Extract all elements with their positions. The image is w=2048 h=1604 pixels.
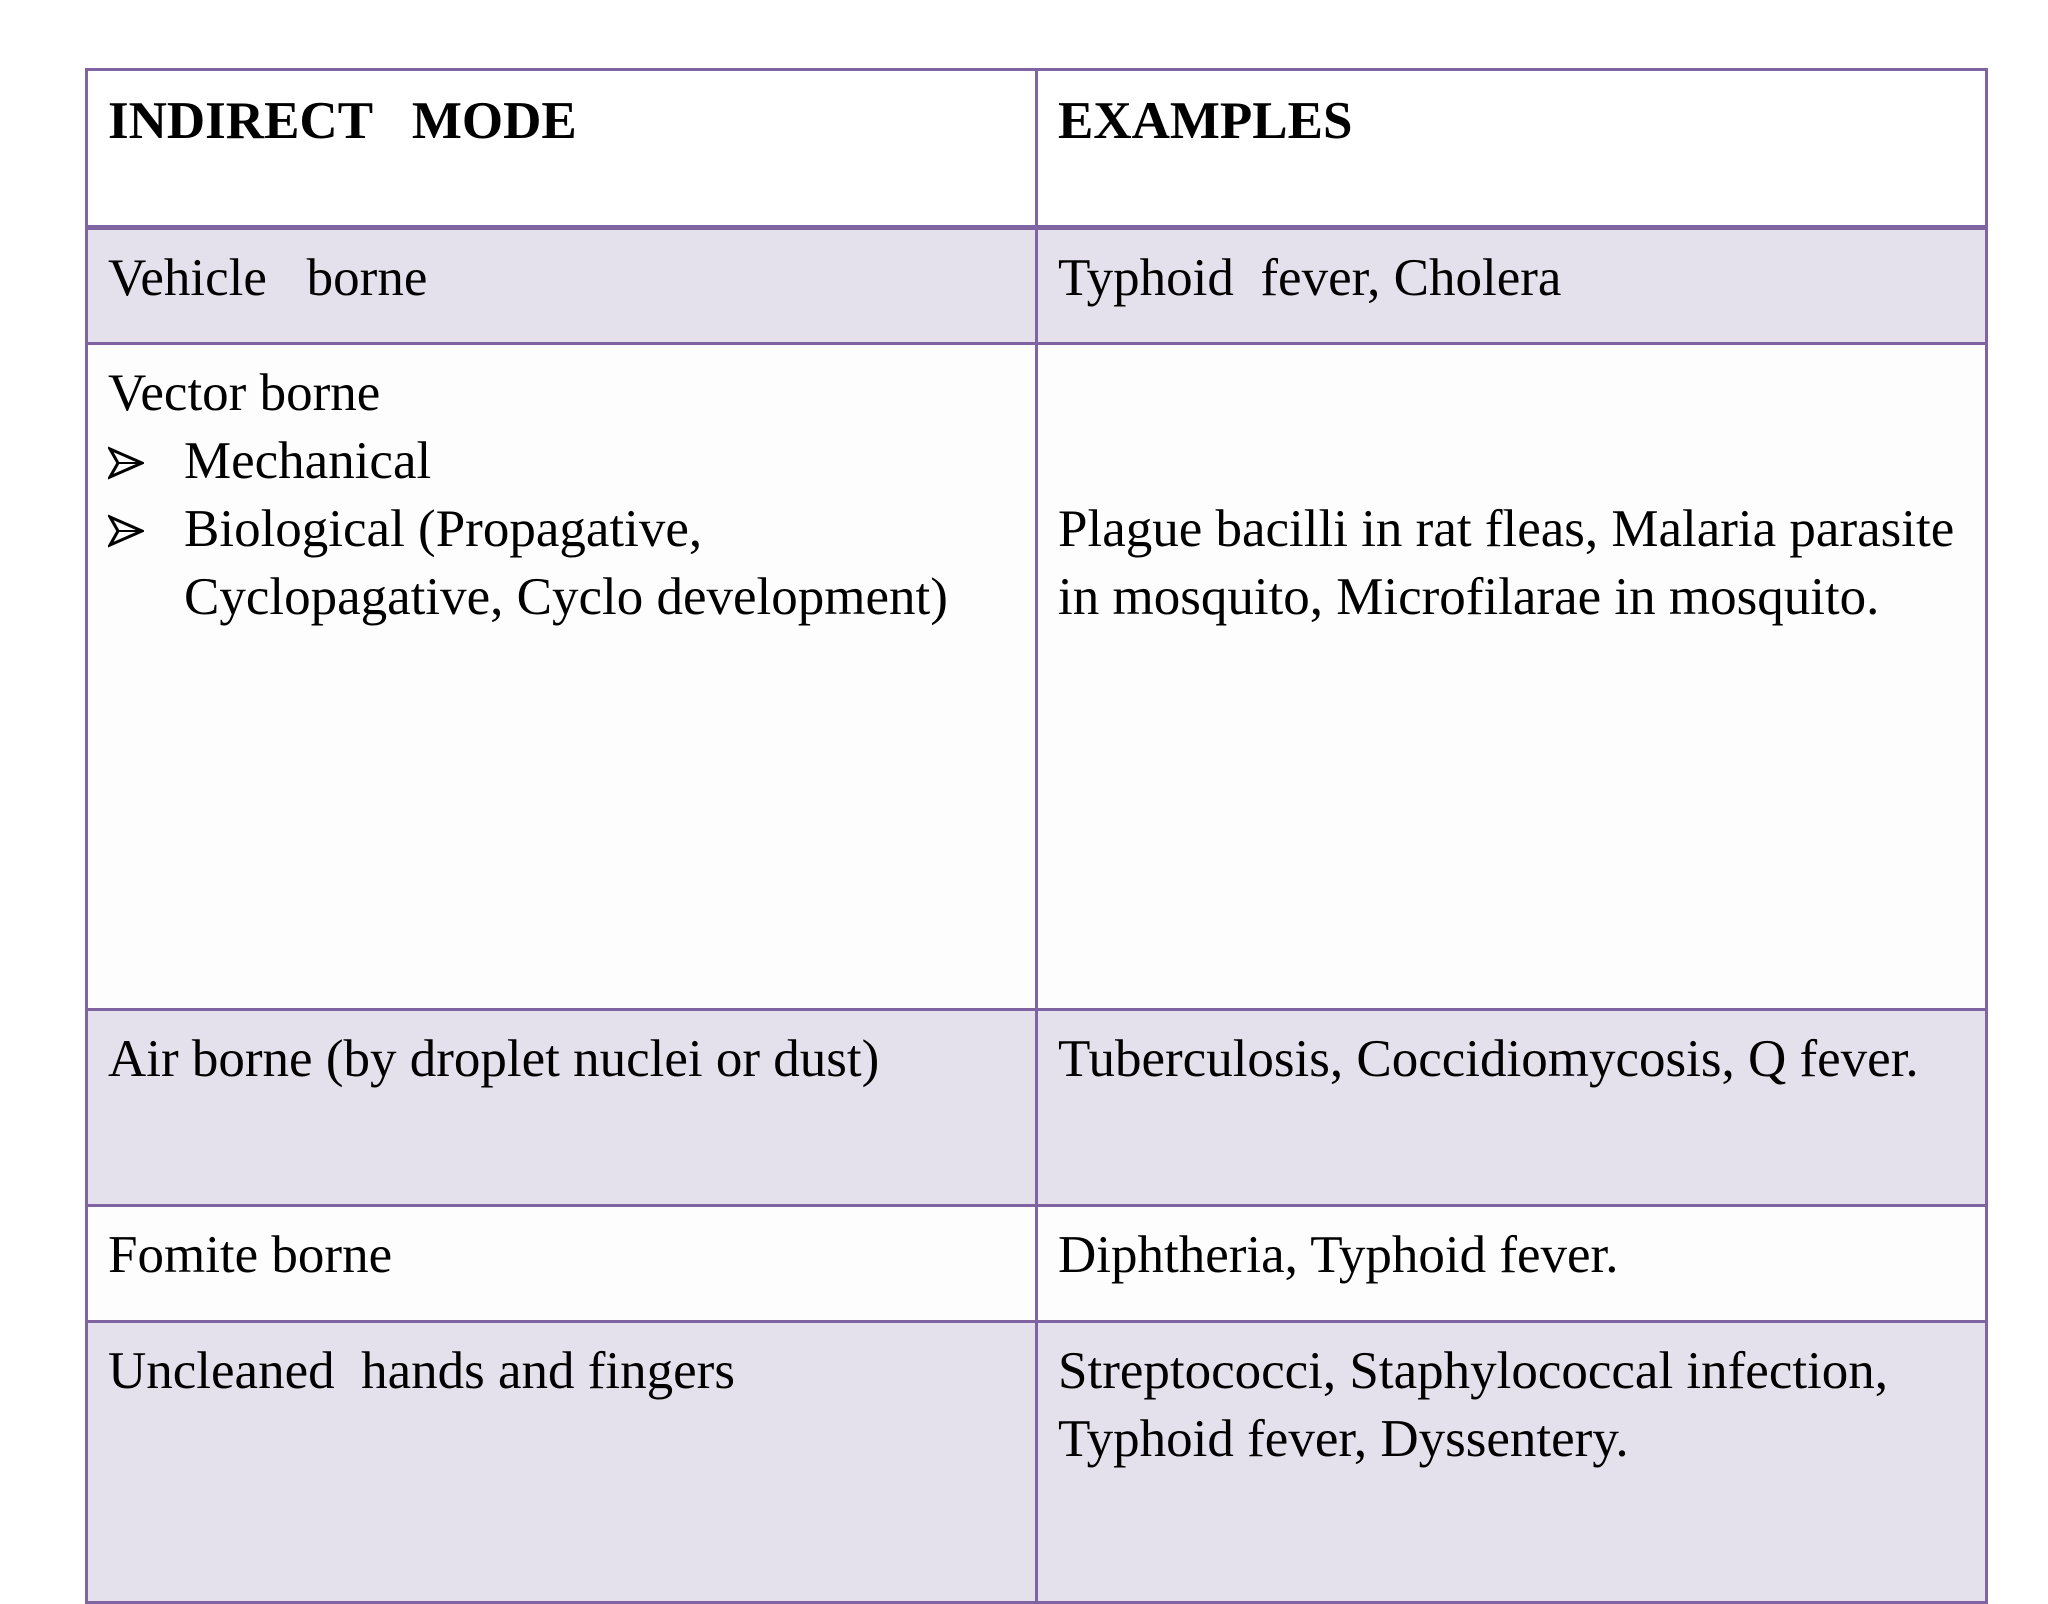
indirect-mode-table bbox=[85, 68, 1988, 1604]
list-item bbox=[108, 427, 1015, 495]
examples-text: Typhoid fever, Cholera bbox=[1058, 249, 1562, 307]
examples-text: Tuberculosis, Coccidiomycosis, Q fever. bbox=[1058, 1030, 1919, 1088]
mode-cell bbox=[87, 1322, 1037, 1603]
mode-text: Fomite borne bbox=[108, 1226, 393, 1284]
examples-text: Plague bacilli in rat fleas, Malaria parasite in mosquito, Microfilarae in mosquito. bbox=[1058, 500, 1955, 626]
mode-cell bbox=[87, 1206, 1037, 1322]
examples-cell bbox=[1037, 344, 1987, 1010]
examples-cell bbox=[1037, 228, 1987, 344]
header-examples: EXAMPLES bbox=[1037, 70, 1987, 228]
mode-text: Air borne (by droplet nuclei or dust) bbox=[108, 1030, 880, 1088]
table-row bbox=[87, 1322, 1987, 1603]
mode-text: Vehicle borne bbox=[108, 249, 428, 307]
mode-text: Uncleaned hands and fingers bbox=[108, 1342, 735, 1400]
table-row bbox=[87, 228, 1987, 344]
sub-item-label: Biological (Propagative, Cyclopagative, Cyclo development) bbox=[184, 500, 948, 626]
table-row bbox=[87, 1206, 1987, 1322]
mode-cell bbox=[87, 228, 1037, 344]
examples-text: Streptococci, Staphylococcal infection, Typhoid fever, Dyssentery. bbox=[1058, 1342, 1889, 1468]
arrow-bullet-icon bbox=[108, 513, 144, 549]
examples-cell bbox=[1037, 1322, 1987, 1603]
mode-cell bbox=[87, 344, 1037, 1010]
mode-cell bbox=[87, 1010, 1037, 1206]
examples-text: Diphtheria, Typhoid fever. bbox=[1058, 1226, 1619, 1284]
mode-text: Vector borne bbox=[108, 364, 381, 422]
sub-item-list bbox=[108, 427, 1015, 631]
table-row bbox=[87, 1010, 1987, 1206]
sub-item-label: Mechanical bbox=[184, 432, 432, 490]
table-header-row bbox=[87, 70, 1987, 228]
arrow-bullet-icon bbox=[108, 445, 144, 481]
examples-cell bbox=[1037, 1010, 1987, 1206]
examples-cell bbox=[1037, 1206, 1987, 1322]
header-indirect-mode: INDIRECT MODE bbox=[87, 70, 1037, 228]
table-row bbox=[87, 344, 1987, 1010]
list-item bbox=[108, 495, 1015, 631]
